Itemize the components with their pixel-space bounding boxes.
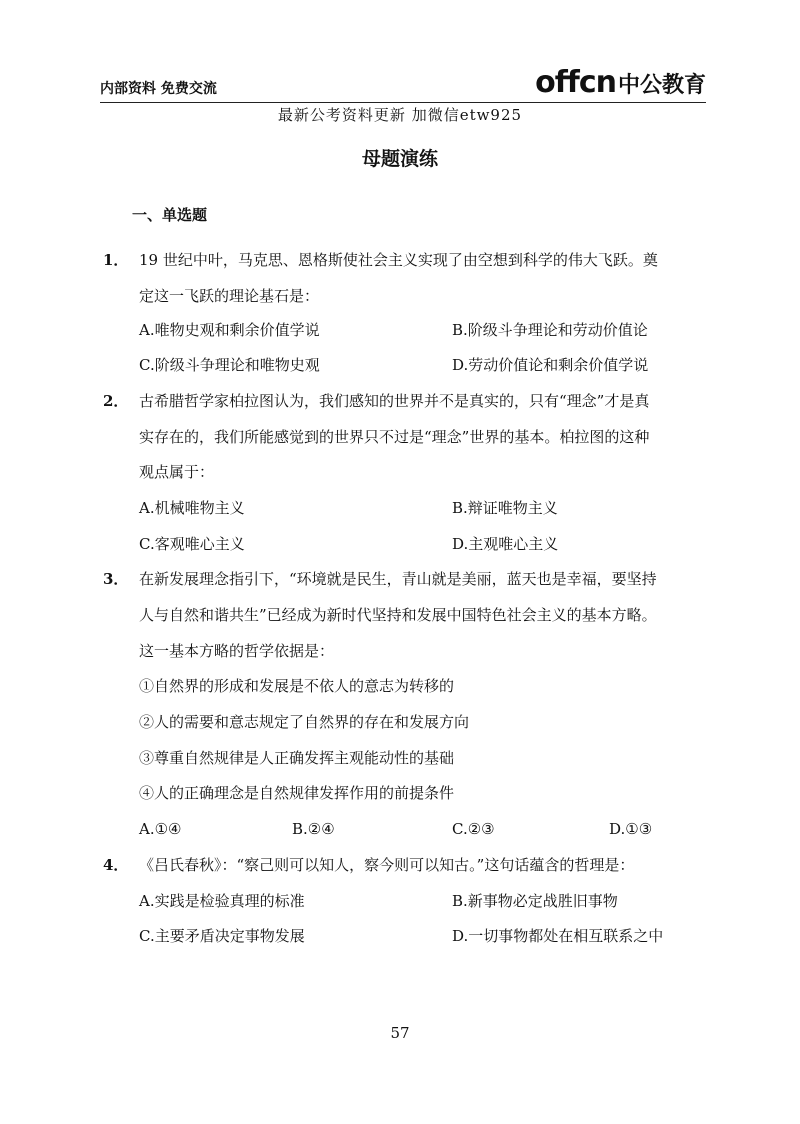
- question-stem-line: 这一基本方略的哲学依据是：: [139, 642, 335, 660]
- question-number: 1．: [103, 251, 129, 269]
- option-b: B.辩证唯物主义: [452, 499, 558, 517]
- option-d: D.一切事物都处在相互联系之中: [452, 927, 664, 945]
- page-title: 母题演练: [361, 148, 438, 170]
- option-c: C.主要矛盾决定事物发展: [139, 927, 305, 945]
- logo-chinese-text: 中公教育: [617, 73, 706, 98]
- question-stem-line: 实存在的，我们所能感觉到的世界只不过是“理念”世界的基本。柏拉图的这种: [139, 428, 650, 446]
- promo-line: 最新公考资料更新 加微信etw925: [277, 106, 523, 124]
- option-b: B.②④: [292, 820, 335, 838]
- statement-item: ③尊重自然规律是人正确发挥主观能动性的基础: [139, 749, 455, 767]
- question-number: 2．: [103, 392, 129, 410]
- option-b: B.阶级斗争理论和劳动价值论: [452, 321, 648, 339]
- page-header: [100, 65, 706, 103]
- question-stem-line: 19 世纪中叶，马克思、恩格斯使社会主义实现了由空想到科学的伟大飞跃。奠: [139, 251, 658, 269]
- option-b: B.新事物必定战胜旧事物: [452, 892, 618, 910]
- option-d: D.①③: [609, 820, 653, 838]
- statement-item: ④人的正确理念是自然规律发挥作用的前提条件: [139, 784, 455, 802]
- option-c: C.客观唯心主义: [139, 535, 245, 553]
- option-c: C.②③: [452, 820, 495, 838]
- question-stem-line: 定这一飞跃的理论基石是：: [139, 287, 320, 305]
- question-stem-line: 古希腊哲学家柏拉图认为，我们感知的世界并不是真实的，只有“理念”才是真: [139, 392, 650, 410]
- question-stem-line: 《吕氏春秋》：“察己则可以知人，察今则可以知古。”这句话蕴含的哲理是：: [139, 856, 635, 874]
- question-stem-line: 在新发展理念指引下，“环境就是民生，青山就是美丽，蓝天也是幸福，要坚持: [139, 570, 657, 588]
- option-d: D.主观唯心主义: [452, 535, 559, 553]
- option-a: A.①④: [139, 820, 182, 838]
- question-stem-line: 观点属于：: [139, 463, 215, 481]
- question-stem-line: 人与自然和谐共生”已经成为新时代坚持和发展中国特色社会主义的基本方略。: [139, 606, 657, 624]
- header-left-text: 内部资料 免费交流: [100, 81, 217, 97]
- option-a: A.实践是检验真理的标准: [139, 892, 305, 910]
- page-number: 57: [390, 1024, 410, 1042]
- question-number: 4．: [103, 856, 129, 874]
- option-d: D.劳动价值论和剩余价值学说: [452, 356, 649, 374]
- option-a: A.机械唯物主义: [139, 499, 245, 517]
- section-heading: 一、单选题: [132, 206, 208, 224]
- option-c: C.阶级斗争理论和唯物史观: [139, 356, 320, 374]
- statement-item: ②人的需要和意志规定了自然界的存在和发展方向: [139, 713, 470, 731]
- offcn-logo: [535, 65, 706, 100]
- question-number: 3．: [103, 570, 129, 588]
- logo-offcn-text: offcn: [535, 65, 616, 100]
- option-a: A.唯物史观和剩余价值学说: [139, 321, 320, 339]
- statement-item: ①自然界的形成和发展是不依人的意志为转移的: [139, 677, 455, 695]
